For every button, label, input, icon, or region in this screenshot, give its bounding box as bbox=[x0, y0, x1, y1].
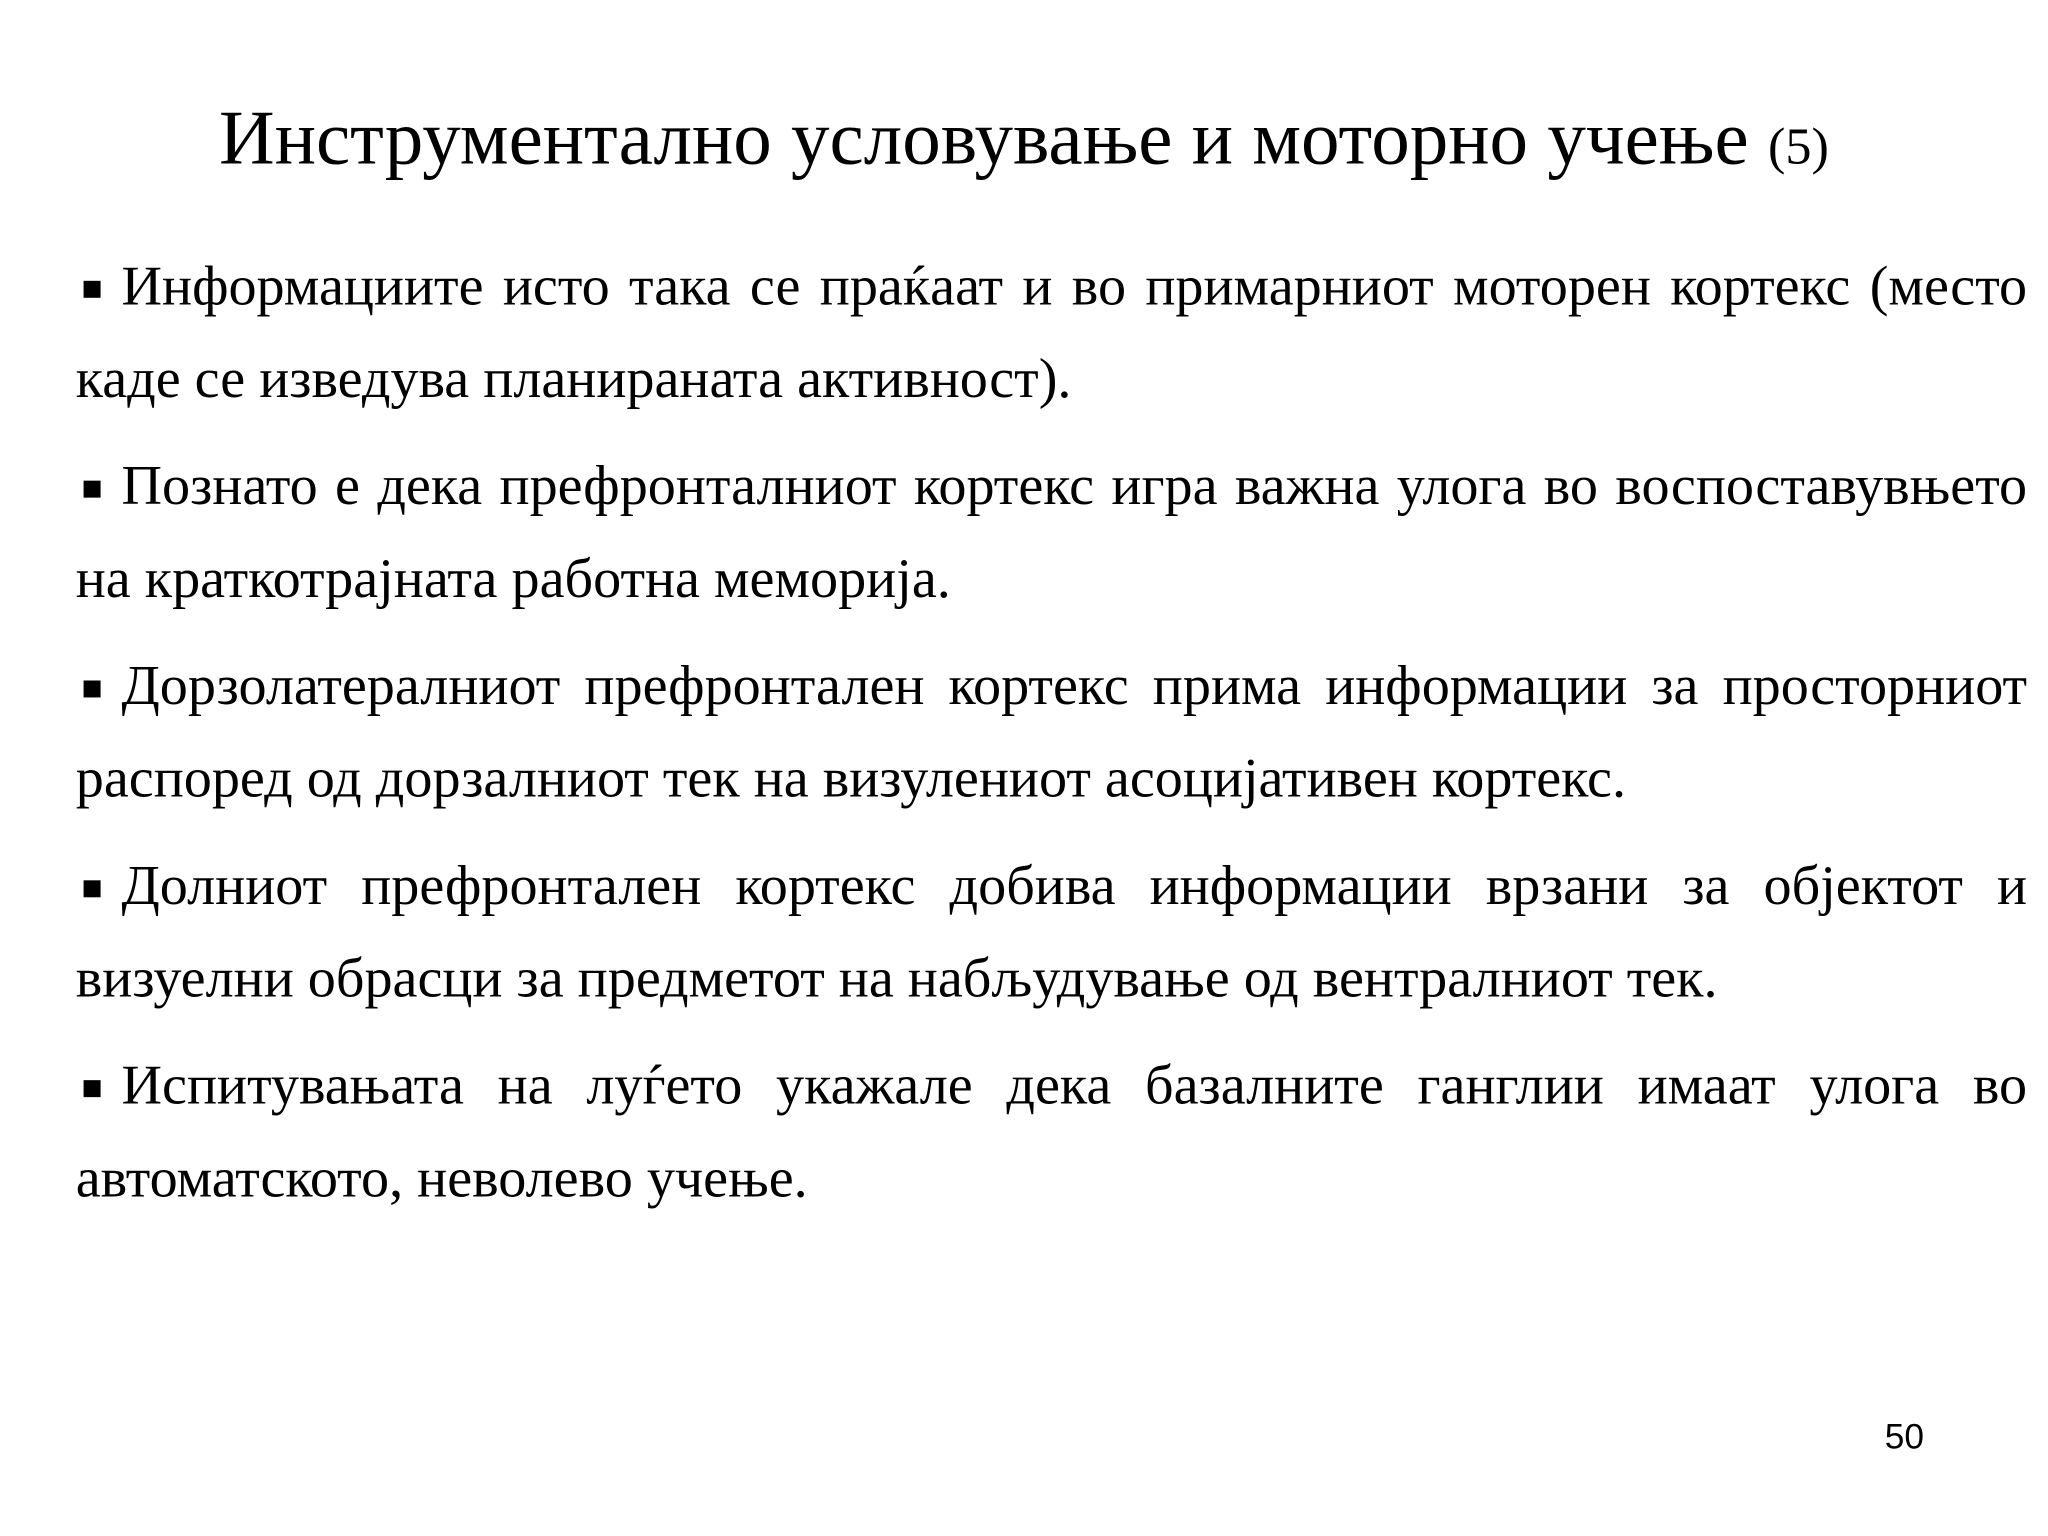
bullet-text: Познато е дека префронталниот кортекс игра важна улога во воспоставувњето на краткотрајната работна меморија. bbox=[75, 455, 2028, 610]
bullet-list bbox=[76, 240, 2027, 1239]
square-bullet-icon bbox=[84, 281, 101, 298]
bullet-item bbox=[76, 640, 2027, 825]
bullet-item bbox=[76, 840, 2027, 1025]
slide-title-text: Инструментално условување и моторно учење bbox=[219, 94, 1749, 181]
bullet-text: Информациите исто така се праќаат и во примарниот моторен кортекс (место каде се изведува планираната активност). bbox=[75, 255, 2028, 411]
page-number: 50 bbox=[1884, 1417, 1924, 1457]
bullet-text: Дорзолатералниот префронтален кортекс прима информации за просторниот распоред од дорзалниот тек на визулениот асоцијативен кортекс. bbox=[75, 655, 2028, 810]
bullet-item bbox=[76, 440, 2027, 625]
square-bullet-icon bbox=[84, 680, 101, 697]
square-bullet-icon bbox=[84, 481, 101, 498]
square-bullet-icon bbox=[84, 1080, 101, 1097]
bullet-item bbox=[76, 1040, 2027, 1225]
bullet-text: Долниот префронтален кортекс добива информации врзани за објектот и визуелни обрасци за предметот на набљудување од вентралниот тек. bbox=[75, 855, 2028, 1010]
bullet-item bbox=[76, 240, 2027, 425]
slide-title bbox=[0, 91, 2048, 192]
bullet-text: Испитувањата на луѓето укажале дека базалните ганглии имаат улога во автоматското, неволево учење. bbox=[75, 1055, 2028, 1210]
square-bullet-icon bbox=[84, 880, 101, 897]
slide-title-counter: (5) bbox=[1767, 116, 1829, 176]
